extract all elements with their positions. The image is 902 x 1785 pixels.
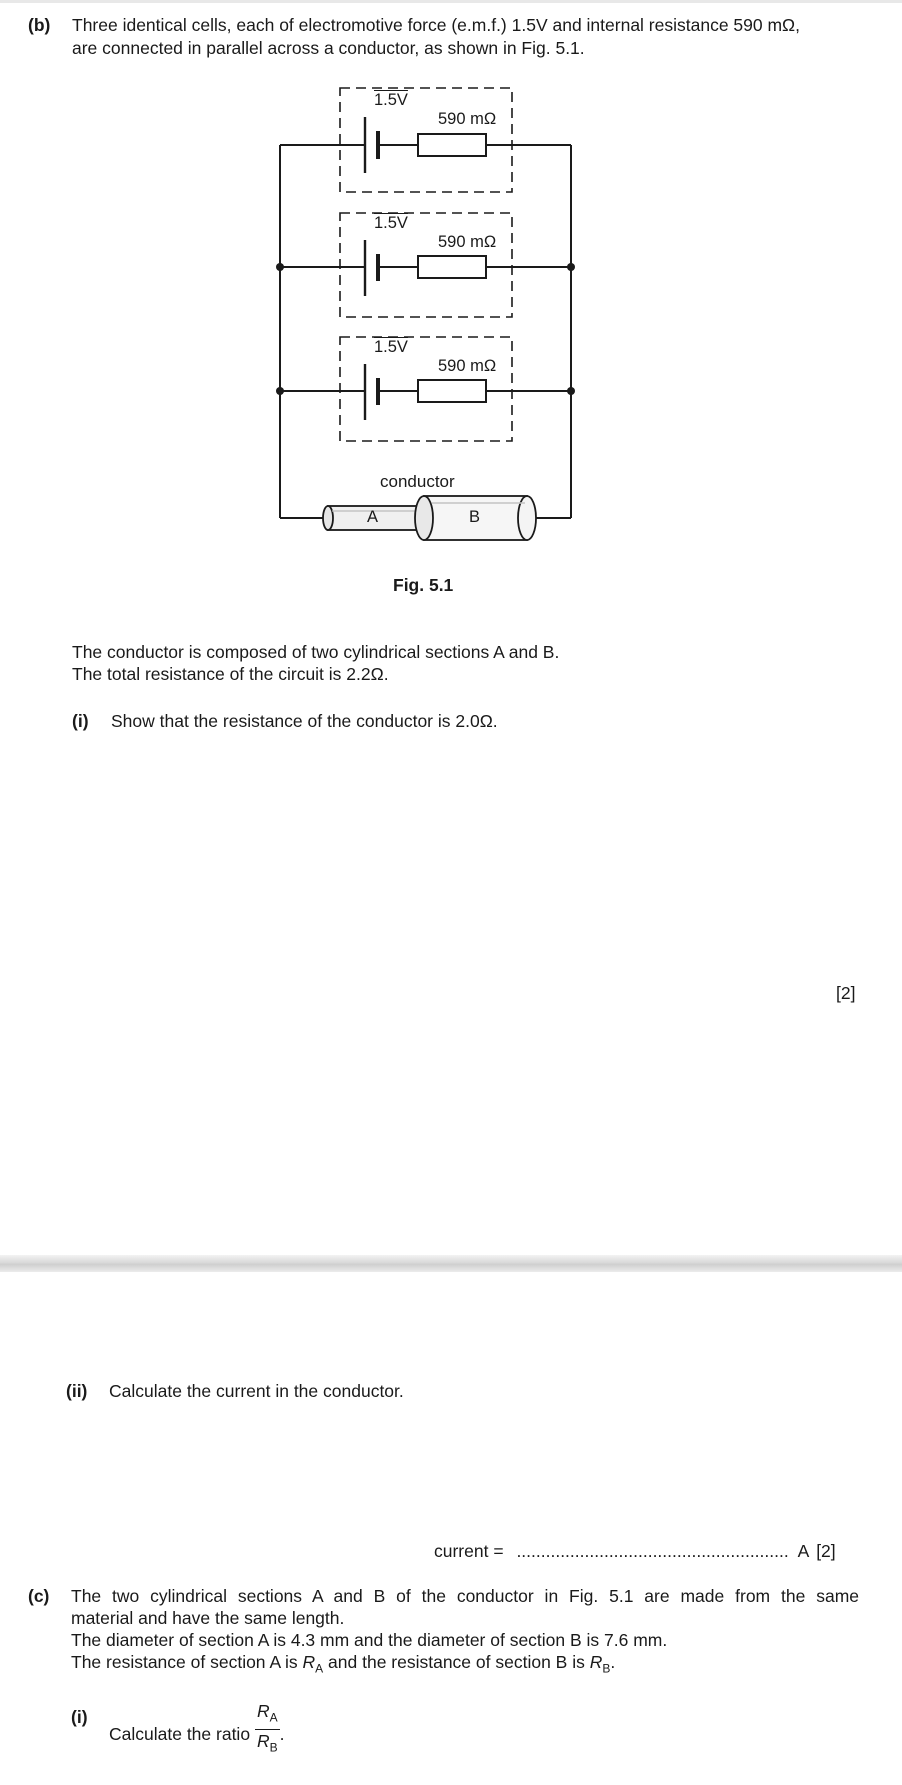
resistance-a-symbol: R: [302, 1652, 316, 1672]
junction-left-2: [276, 263, 284, 271]
part-b-line-2: are connected in parallel across a conductor, as shown in Fig. 5.1.: [72, 38, 585, 58]
resistance-b-symbol: R: [589, 1652, 603, 1672]
junction-right-2: [567, 263, 575, 271]
ratio-denominator-symbol: R: [256, 1730, 270, 1751]
cell-2-emf: 1.5V: [374, 214, 408, 232]
cell-3-resistance: 590 mΩ: [438, 357, 497, 375]
cell-branch-1: [280, 88, 571, 192]
part-b-ii-question: Calculate the current in the conductor.: [109, 1381, 404, 1401]
part-c-line-2: material and have the same length.: [71, 1608, 345, 1628]
resistance-b-subscript: B: [602, 1661, 611, 1676]
statement-line-1: The conductor is composed of two cylindrical sections A and B.: [72, 642, 560, 662]
conductor-label: conductor: [380, 472, 455, 491]
cell-2-resistance: 590 mΩ: [438, 233, 497, 251]
ratio-denominator-subscript: B: [269, 1740, 278, 1754]
part-c-line-4: [71, 1651, 615, 1681]
part-b-i-question: Show that the resistance of the conductor is 2.0Ω.: [111, 711, 498, 731]
cell-3-emf: 1.5V: [374, 338, 408, 356]
part-c-line-3: The diameter of section A is 4.3 mm and the diameter of section B is 7.6 mm.: [71, 1630, 668, 1650]
outer-wires: [280, 145, 571, 518]
figure-caption: Fig. 5.1: [393, 575, 454, 595]
part-b-line-1: Three identical cells, each of electromotive force (e.m.f.) 1.5V and internal resistance 590 mΩ,: [72, 15, 801, 35]
part-c-label: (c): [28, 1586, 50, 1606]
statement-line-2: The total resistance of the circuit is 2.2Ω.: [72, 664, 389, 684]
part-c-i-text: Calculate the ratio: [109, 1723, 251, 1744]
resistor-1: [418, 134, 486, 156]
part-c-i-question: [109, 1694, 284, 1752]
circuit-diagram: [0, 0, 902, 600]
part-c-line-4-start: The resistance of section A is: [71, 1652, 303, 1672]
cell-1-resistance: 590 mΩ: [438, 110, 497, 128]
part-c-line-4-end: .: [610, 1652, 616, 1672]
current-answer-unit: A: [797, 1541, 809, 1561]
part-c-i-end: .: [279, 1723, 285, 1744]
section-b-label: B: [469, 508, 481, 526]
resistance-a-subscript: A: [315, 1661, 324, 1676]
part-c-i-label: (i): [71, 1707, 88, 1727]
ratio-numerator: [255, 1700, 280, 1730]
part-c-line-4-middle: and the resistance of section B is: [323, 1652, 590, 1672]
ratio-numerator-subscript: A: [269, 1710, 278, 1725]
section-b-left-end: [415, 496, 433, 540]
junction-right-3: [567, 387, 575, 395]
section-a-end: [323, 506, 333, 530]
page-separator: [0, 1255, 902, 1272]
resistor-2: [418, 256, 486, 278]
current-answer-line: [434, 1540, 836, 1563]
current-answer-field[interactable]: ........................................................: [516, 1541, 789, 1561]
part-b-i-marks: [2]: [836, 983, 856, 1003]
cell-branch-3: [276, 337, 575, 441]
section-a-label: A: [367, 508, 379, 526]
cell-1-emf: 1.5V: [374, 91, 408, 109]
conductor: [280, 496, 571, 540]
exam-page-2: [0, 1272, 902, 1785]
part-b-i-label: (i): [72, 711, 89, 731]
junction-left-3: [276, 387, 284, 395]
ratio-fraction: [255, 1700, 280, 1758]
part-c-line-1: The two cylindrical sections A and B of the conductor in Fig. 5.1 are made from the same: [71, 1586, 859, 1606]
ratio-denominator: [255, 1730, 280, 1759]
part-b-ii-marks: [2]: [816, 1541, 836, 1561]
ratio-numerator-symbol: R: [256, 1701, 270, 1721]
resistor-3: [418, 380, 486, 402]
cell-branch-2: [276, 213, 575, 317]
part-b-ii-label: (ii): [66, 1381, 88, 1401]
current-answer-prefix: current =: [434, 1541, 504, 1561]
part-b-label: (b): [28, 15, 51, 35]
